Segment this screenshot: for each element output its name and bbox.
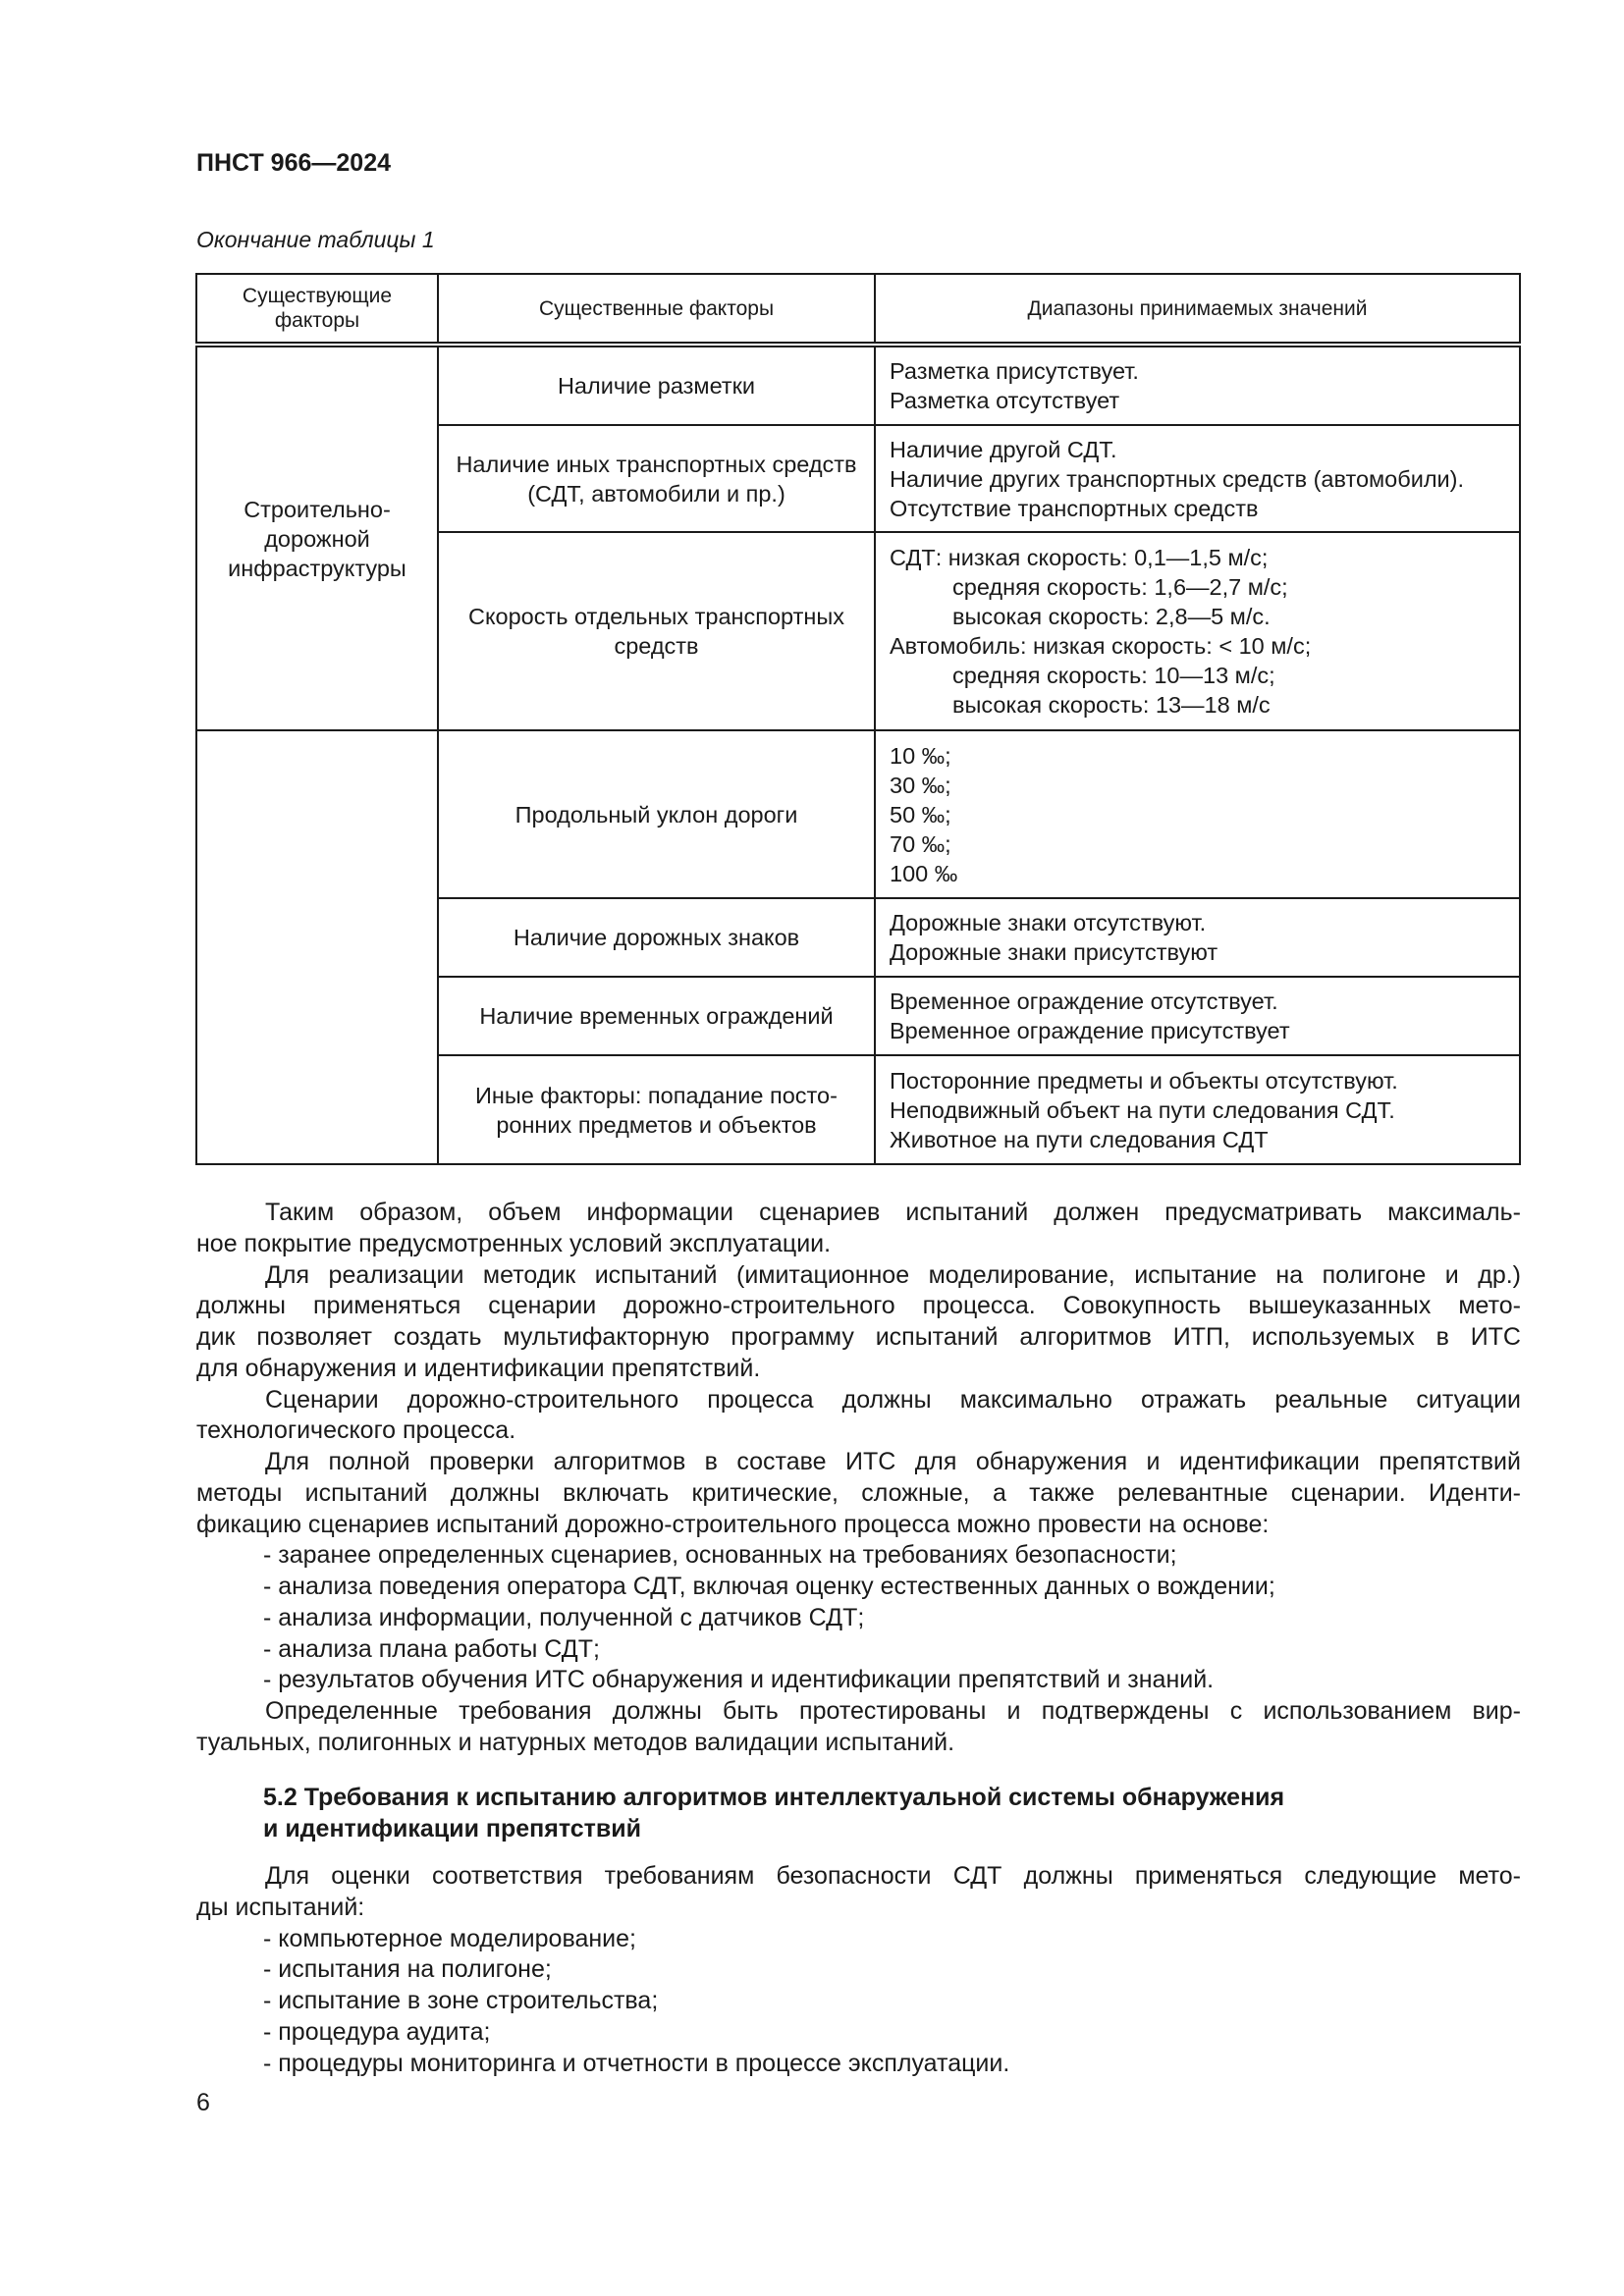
- value-line: Разметка отсутствует: [890, 388, 1120, 413]
- values-cell: [875, 532, 1520, 730]
- table-header-row: [196, 274, 1520, 345]
- values-cell: [875, 977, 1520, 1055]
- value-line: Отсутствие транспортных средств: [890, 495, 1259, 521]
- list-item: - результатов обучения ИТС обнаружения и идентификации препятствий и знаний.: [263, 1666, 1215, 1694]
- paragraph-line: ное покрытие предусмотренных условий эксплуатации.: [196, 1229, 832, 1257]
- paragraph-line: Для полной проверки алгоритмов в составе ИТС для обнаружения и идентификации препятствий: [265, 1448, 1521, 1475]
- value-line: Временное ограждение отсутствует.: [890, 988, 1278, 1014]
- values-cell: [875, 345, 1520, 425]
- list-item: - испытания на полигоне;: [263, 1955, 552, 1984]
- value-line: средняя скорость: 10—13 м/с;: [952, 663, 1275, 688]
- paragraph-line: должны применяться сценарии дорожно-строительного процесса. Совокупность вышеуказанных мето-: [196, 1292, 1521, 1320]
- paragraph-line: методы испытаний должны включать критические, сложные, а также релевантные сценарии. Иденти-: [196, 1478, 1521, 1507]
- section-heading-line: 5.2 Требования к испытанию алгоритмов интеллектуальной системы обнаружения: [263, 1784, 1285, 1811]
- factor-cell: Скорость отдельных транспортных средств: [438, 532, 875, 730]
- paragraph-line: для обнаружения и идентификации препятствий.: [196, 1354, 761, 1382]
- group-cell: Строительно-дорожной инфраструктуры: [196, 345, 438, 730]
- list-item: - заранее определенных сценариев, основанных на требованиях безопасности;: [263, 1541, 1177, 1570]
- paragraph-line: Сценарии дорожно-строительного процесса должны максимально отражать реальные ситуации: [265, 1385, 1521, 1414]
- values-cell: [875, 425, 1520, 532]
- body-text-1: [196, 1198, 1521, 1759]
- list-item: - анализа информации, полученной с датчиков СДТ;: [263, 1603, 865, 1631]
- section-heading: [263, 1783, 1284, 1844]
- value-line: высокая скорость: 13—18 м/с: [952, 692, 1271, 718]
- factor-cell: Наличие дорожных знаков: [438, 898, 875, 977]
- factor-cell: Наличие иных транспортных средств (СДТ, автомобили и пр.): [438, 425, 875, 532]
- paragraph-line: фикацию сценариев испытаний дорожно-строительного процесса можно провести на основе:: [196, 1510, 1270, 1538]
- table-row: [196, 345, 1520, 425]
- paragraph-line: Для оценки соответствия требованиям безопасности СДТ должны применяться следующие мето-: [265, 1862, 1521, 1890]
- document-id: ПНСТ 966—2024: [196, 149, 391, 177]
- list-item: - испытание в зоне строительства;: [263, 1987, 659, 2014]
- value-line: Неподвижный объект на пути следования СДТ.: [890, 1096, 1395, 1123]
- paragraph-line: дик позволяет создать мультифакторную программу испытаний алгоритмов ИТП, используемых в ИТС: [196, 1323, 1521, 1351]
- paragraph-line: Для реализации методик испытаний (имитационное моделирование, испытание на полигоне и др.): [265, 1260, 1521, 1289]
- paragraph-line: технологического процесса.: [196, 1416, 516, 1445]
- column-header: Существенные факторы: [438, 274, 875, 345]
- factor-cell: Наличие разметки: [438, 345, 875, 425]
- value-line: 10 ‰;: [890, 742, 951, 769]
- value-line: Разметка присутствует.: [890, 358, 1139, 384]
- value-line: 100 ‰: [890, 860, 958, 886]
- paragraph-line: ды испытаний:: [196, 1893, 365, 1921]
- page-number: 6: [196, 2089, 210, 2116]
- list-item: - анализа плана работы СДТ;: [263, 1634, 600, 1663]
- values-cell: [875, 1055, 1520, 1164]
- factor-cell: Наличие временных ограждений: [438, 977, 875, 1055]
- value-line: Наличие других транспортных средств (автомобили).: [890, 465, 1465, 492]
- paragraph-line: туальных, полигонных и натурных методов валидации испытаний.: [196, 1728, 955, 1756]
- value-line: средняя скорость: 1,6—2,7 м/с;: [952, 574, 1288, 600]
- group-cell: [196, 730, 438, 1164]
- value-line: 30 ‰;: [890, 772, 951, 798]
- value-line: Наличие другой СДТ.: [890, 436, 1117, 462]
- value-line: высокая скорость: 2,8—5 м/с.: [952, 604, 1271, 629]
- list-item: - процедуры мониторинга и отчетности в процессе эксплуатации.: [263, 2049, 1010, 2077]
- value-line: Посторонние предметы и объекты отсутствуют.: [890, 1067, 1398, 1094]
- section-heading-line: и идентификации препятствий: [263, 1814, 642, 1842]
- factor-cell: Иные факторы: попадание посто-ронних предметов и объектов: [438, 1055, 875, 1164]
- value-line: СДТ: низкая скорость: 0,1—1,5 м/с;: [890, 545, 1269, 570]
- value-line: Дорожные знаки отсутствуют.: [890, 910, 1207, 935]
- values-cell: [875, 730, 1520, 898]
- paragraph-line: Определенные требования должны быть протестированы и подтверждены с использованием вир-: [265, 1697, 1521, 1725]
- value-line: 70 ‰;: [890, 830, 951, 857]
- table-caption: Окончание таблицы 1: [196, 227, 435, 252]
- values-cell: [875, 898, 1520, 977]
- body-text-2: [196, 1861, 1521, 2079]
- paragraph-line: Таким образом, объем информации сценариев испытаний должен предусматривать максималь-: [265, 1199, 1521, 1226]
- value-line: Дорожные знаки присутствуют: [890, 939, 1218, 965]
- value-line: Животное на пути следования СДТ: [890, 1126, 1269, 1152]
- table-row: [196, 730, 1520, 898]
- list-item: - анализа поведения оператора СДТ, включая оценку естественных данных о вождении;: [263, 1573, 1275, 1600]
- value-line: 50 ‰;: [890, 801, 951, 828]
- value-line: Автомобиль: низкая скорость: < 10 м/с;: [890, 633, 1312, 659]
- list-item: - компьютерное моделирование;: [263, 1924, 636, 1952]
- factor-cell: Продольный уклон дороги: [438, 730, 875, 898]
- column-header: Диапазоны принимаемых значений: [875, 274, 1520, 345]
- value-line: Временное ограждение присутствует: [890, 1018, 1290, 1043]
- factors-table: [195, 273, 1521, 1165]
- list-item: - процедура аудита;: [263, 2017, 491, 2046]
- column-header: Существующие факторы: [196, 274, 438, 345]
